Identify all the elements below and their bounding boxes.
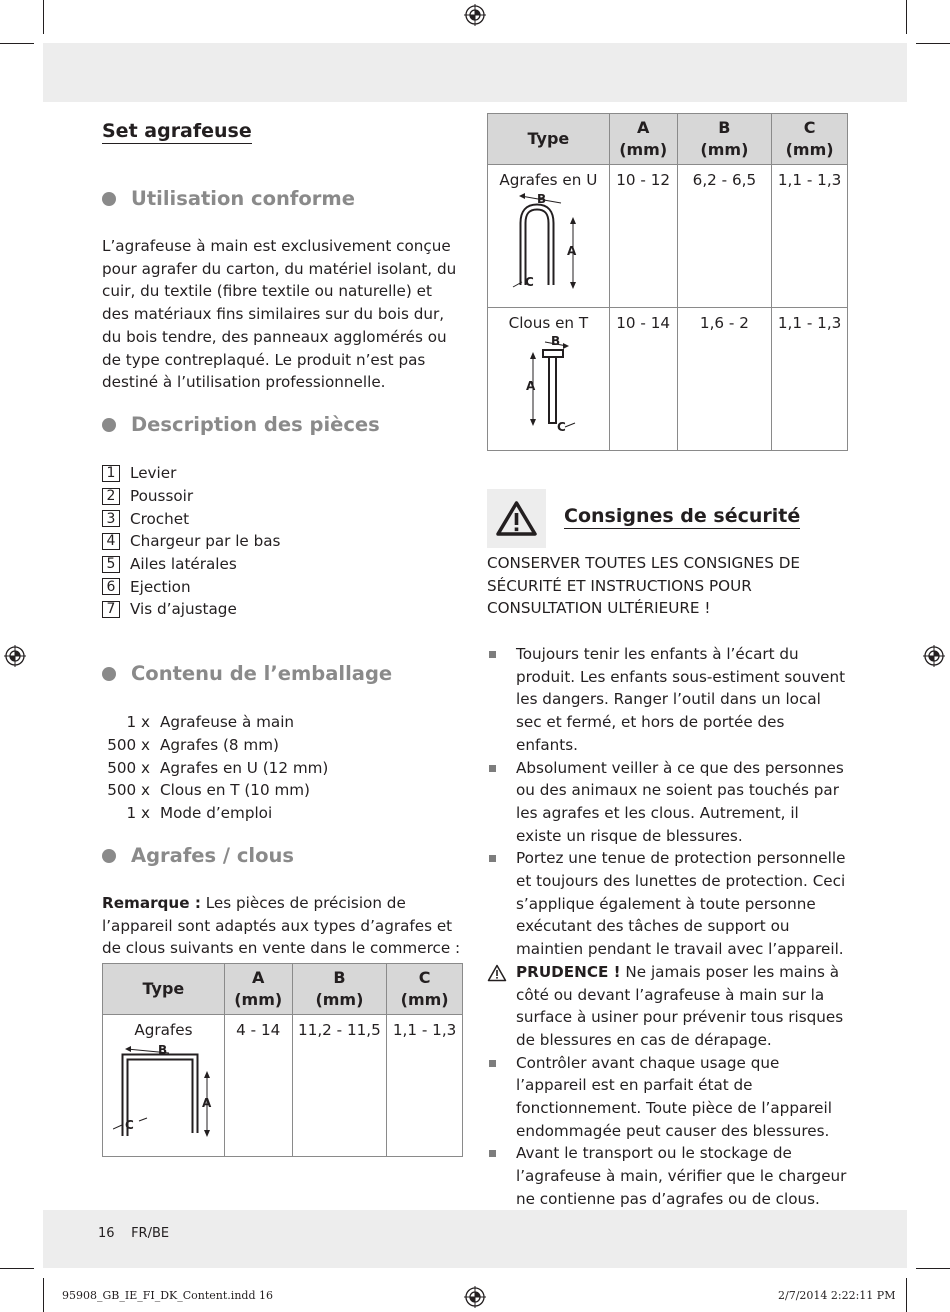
header-b [677, 114, 772, 165]
registration-mark-icon [464, 4, 486, 26]
header-unit: (mm) [785, 140, 834, 159]
value-b: 1,6 - 2 [677, 308, 772, 451]
header-a [224, 964, 292, 1015]
package-label: Agrafeuse à main [160, 713, 295, 732]
bullet-text: Toujours tenir les enfants à l’écart du produit. Les enfants sous-estiment souvent les dangers. Ranger l’outil dans un local sec et fermé, et hors de portée des enfants. [516, 645, 846, 754]
list-item [102, 575, 280, 598]
diagram-label-a: A [202, 1096, 212, 1110]
header-unit: (mm) [619, 140, 668, 159]
header-letter: C [803, 118, 816, 137]
package-label: Agrafes (8 mm) [160, 736, 279, 755]
part-number-box: 3 [102, 510, 120, 527]
header-letter: B [333, 968, 346, 987]
diagram-label-b: B [158, 1043, 168, 1057]
square-bullet-icon [487, 643, 516, 757]
warning-small-icon [487, 961, 516, 1052]
diagram-label-b: B [537, 192, 547, 206]
list-item [487, 961, 849, 1052]
section-heading-package [102, 662, 392, 685]
value-c: 1,1 - 1,3 [772, 308, 848, 451]
package-label: Mode d’emploi [160, 804, 273, 823]
list-item [102, 553, 280, 576]
bullet-dot-icon [102, 849, 116, 863]
package-qty: 500 x [107, 781, 150, 800]
note-label: Remarque : [102, 894, 201, 912]
header-letter: A [636, 118, 650, 137]
value-a: 10 - 14 [609, 308, 677, 451]
table-row [488, 165, 848, 308]
crop-mark [916, 43, 950, 44]
safety-bullet-list [487, 643, 849, 1211]
note-text: Les pièces de précision de l’appareil sont adaptés aux types d’agrafes et de clous suivants en vente dans le commerce : [102, 894, 461, 958]
header-letter: A [252, 968, 265, 987]
u-staple-diagram-icon [511, 191, 581, 291]
part-number-box: 7 [102, 601, 120, 618]
safety-caps-notice: CONSERVER TOUTES LES CONSIGNES DE SÉCURITÉ ET INSTRUCTIONS POUR CONSULTATION ULTÉRIEURE ! [487, 554, 800, 618]
value-b: 6,2 - 6,5 [677, 165, 772, 308]
page-footer [98, 1226, 169, 1241]
staple-spec-table-2 [487, 113, 848, 451]
header-c [387, 964, 463, 1015]
warning-box [487, 489, 546, 548]
crop-mark [43, 0, 44, 34]
crop-mark [43, 1278, 44, 1312]
type-cell [103, 1015, 225, 1157]
square-bullet-icon [487, 1052, 516, 1143]
header-b [292, 964, 387, 1015]
registration-mark-icon [464, 1286, 486, 1308]
type-label: Agrafes [134, 1021, 193, 1039]
bullet-text: Contrôler avant chaque usage que l’appareil est en parfait état de fonctionnement. Toute pièce de l’appareil endommagée peut causer des blessures. [516, 1053, 832, 1140]
warning-triangle-icon [487, 489, 546, 548]
print-timestamp: 2/7/2014 2:22:11 PM [778, 1289, 896, 1302]
page-number: 16 [98, 1226, 115, 1241]
package-qty: 1 x [126, 713, 150, 732]
section-heading-text: Contenu de l’emballage [131, 662, 393, 685]
list-item [102, 756, 328, 779]
crop-mark [0, 43, 34, 44]
part-number-box: 6 [102, 578, 120, 595]
footer-band [43, 1210, 907, 1268]
header-a [609, 114, 677, 165]
bullet-dot-icon [102, 192, 116, 206]
type-cell [488, 165, 610, 308]
value-a: 4 - 14 [224, 1015, 292, 1157]
type-label: Agrafes en U [499, 171, 598, 189]
caution-label: PRUDENCE ! [516, 962, 621, 981]
header-unit: (mm) [400, 990, 449, 1009]
diagram-label-b: B [551, 334, 561, 348]
part-label: Ailes latérales [130, 555, 237, 574]
part-number-box: 5 [102, 556, 120, 573]
section-heading-intended-use [102, 187, 355, 210]
bullet-dot-icon [102, 667, 116, 681]
registration-mark-icon [4, 645, 26, 667]
diagram-label-a: A [526, 379, 536, 393]
section-heading-staples [102, 844, 294, 867]
square-bullet-icon [487, 847, 516, 961]
part-number-box: 4 [102, 533, 120, 550]
bullet-dot-icon [102, 418, 116, 432]
package-label: Clous en T (10 mm) [160, 781, 310, 800]
package-qty: 1 x [126, 804, 150, 823]
list-item [487, 847, 849, 961]
intended-use-text: L’agrafeuse à main est exclusivement conçue pour agrafer du carton, du matériel isolant, du cuir, du textile (fibre textile ou naturelle) et des matériaux fins similaires sur du bois dur, du bois tendre, des panneaux agglomérés ou de type contreplaqué. Le produit n’est pas destiné à l’utilisation professionnelle. [102, 237, 457, 392]
list-item [102, 462, 280, 485]
part-number-box: 2 [102, 488, 120, 505]
list-item [102, 530, 280, 553]
package-label: Agrafes en U (12 mm) [160, 758, 329, 777]
list-item [487, 1052, 849, 1143]
header-unit: (mm) [315, 990, 364, 1009]
type-label: Clous en T [508, 314, 589, 332]
safety-heading: Consignes de sécurité [564, 505, 801, 527]
part-label: Ejection [130, 577, 191, 596]
header-c [772, 114, 848, 165]
section-heading-parts [102, 413, 380, 436]
value-c: 1,1 - 1,3 [772, 165, 848, 308]
bullet-text: Ne jamais poser les mains à côté ou devant l’agrafeuse à main sur la surface à usiner pour prévenir tous risques de blessures en cas de dérapage. [516, 962, 844, 1049]
list-item [487, 757, 849, 848]
diagram-label-c: C [525, 275, 534, 289]
square-bullet-icon [487, 1142, 516, 1210]
bullet-text: Portez une tenue de protection personnelle et toujours des lunettes de protection. Ceci s’applique également à toute personne exécutant des tâches de support ou maintien pendant le travail avec l’appareil. [516, 849, 846, 959]
section-heading-text: Agrafes / clous [131, 844, 294, 867]
diagram-label-c: C [557, 420, 566, 432]
header-letter: C [418, 968, 431, 987]
bullet-text: Absolument veiller à ce que des personnes ou des animaux ne soient pas touchés par les agrafes et les clous. Autrement, il existe un risque de blessures. [516, 758, 844, 845]
header-letter: B [718, 118, 731, 137]
part-number-box: 1 [102, 465, 120, 482]
list-item [102, 802, 328, 825]
part-label: Poussoir [130, 487, 194, 506]
list-item [102, 598, 280, 621]
diagram-label-a: A [567, 244, 577, 258]
crop-mark [0, 1268, 34, 1269]
list-item [102, 711, 328, 734]
locale-code: FR/BE [131, 1226, 170, 1241]
type-cell [488, 308, 610, 451]
page-title: Set agrafeuse [102, 120, 252, 142]
bullet-text: Avant le transport ou le stockage de l’agrafeuse à main, vérifier que le chargeur ne contienne pas d’agrafes ou de clous. [516, 1144, 847, 1208]
header-band [43, 43, 907, 102]
part-label: Levier [130, 464, 177, 483]
table-row [103, 1015, 463, 1157]
staple-spec-table [102, 963, 463, 1157]
t-nail-diagram-icon [521, 332, 581, 432]
list-item [102, 507, 280, 530]
value-c: 1,1 - 1,3 [387, 1015, 463, 1157]
file-info: 95908_GB_IE_FI_DK_Content.indd 16 [62, 1289, 273, 1302]
package-qty: 500 x [107, 736, 150, 755]
part-label: Vis d’ajustage [130, 600, 237, 619]
part-label: Crochet [130, 509, 190, 528]
page-title-wrap [102, 120, 252, 144]
crop-mark [916, 1268, 950, 1269]
list-item [487, 643, 849, 757]
header-type: Type [103, 964, 225, 1015]
part-label: Chargeur par le bas [130, 532, 281, 551]
list-item [487, 1142, 849, 1210]
list-item [102, 734, 328, 757]
section-heading-text: Utilisation conforme [131, 187, 355, 210]
list-item [102, 779, 328, 802]
diagram-label-c: C [125, 1118, 135, 1132]
package-qty: 500 x [107, 758, 150, 777]
square-bullet-icon [487, 757, 516, 848]
crop-mark [906, 1278, 907, 1312]
header-unit: (mm) [700, 140, 749, 159]
staples-note [102, 892, 466, 960]
value-a: 10 - 12 [609, 165, 677, 308]
header-type: Type [488, 114, 610, 165]
list-item [102, 485, 280, 508]
table-row [488, 308, 848, 451]
header-unit: (mm) [234, 990, 283, 1009]
crop-mark [906, 0, 907, 34]
registration-mark-icon [923, 645, 945, 667]
parts-list [102, 462, 280, 621]
flat-staple-diagram-icon [113, 1041, 213, 1141]
package-list [102, 711, 328, 824]
value-b: 11,2 - 11,5 [292, 1015, 387, 1157]
section-heading-text: Description des pièces [131, 413, 380, 436]
